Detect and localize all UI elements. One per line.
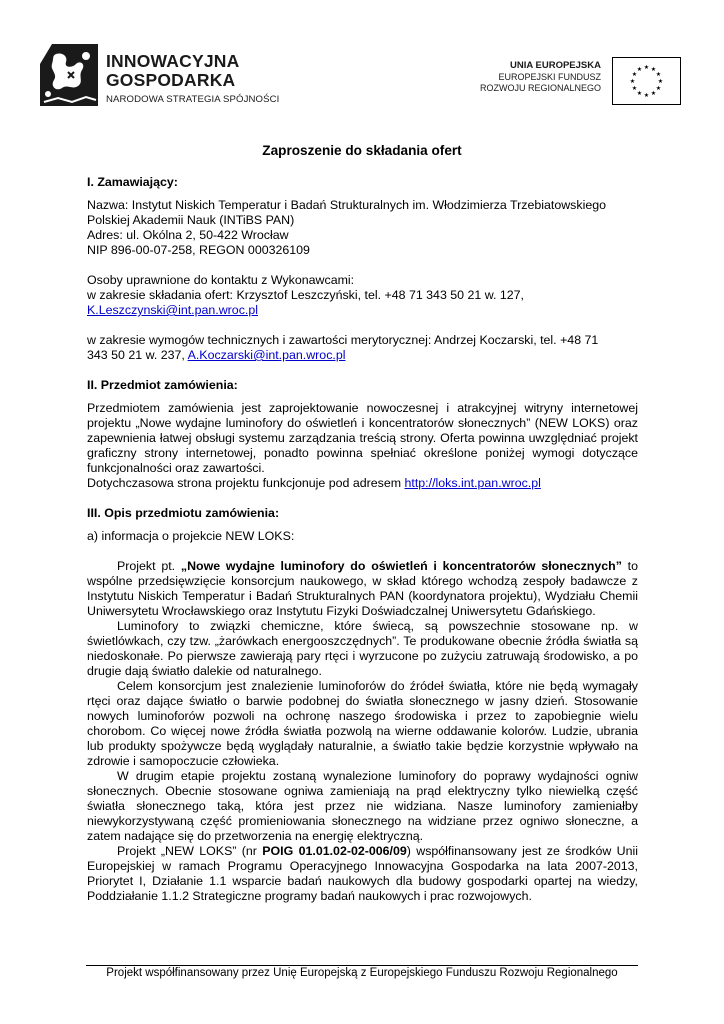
- innowacyjna-gospodarka-logo: [38, 42, 288, 112]
- footer-divider: [86, 965, 638, 966]
- svg-text:★: ★: [643, 64, 650, 71]
- svg-text:★: ★: [636, 90, 643, 97]
- orderer-name-line2: Polskiej Akademii Nauk (INTiBS PAN): [87, 213, 295, 227]
- orderer-address: Adres: ul. Okólna 2, 50-422 Wrocław: [87, 228, 289, 242]
- svg-text:★: ★: [650, 66, 657, 73]
- contact2-line2: 343 50 21 w. 237,: [87, 348, 188, 362]
- p5-project-number: POIG 01.01.02-02-006/09: [262, 844, 407, 858]
- logo-line2: GOSPODARKA: [106, 70, 236, 90]
- svg-text:★: ★: [650, 90, 657, 97]
- p5-rest: ) współfinansowany jest ze środków Unii Europejskiej w ramach Programu Operacyjnego Innowacyjna Gospodarka na lata 2007-2013, Priorytet I, Działanie 1.1 wsparcie badań naukowych dla budowy gospodarki opartej na wiedzy, Poddziałanie 1.1.2 Strategiczne programy badań naukowych i prac rozwojowych.: [87, 844, 639, 903]
- document-title: Zaproszenie do składania ofert: [262, 143, 462, 158]
- current-site-link[interactable]: http://loks.int.pan.wroc.pl: [404, 476, 541, 490]
- logo-subtitle: NARODOWA STRATEGIA SPÓJNOŚCI: [106, 94, 280, 105]
- eu-line3: ROZWOJU REGIONALNEGO: [479, 83, 601, 93]
- svg-text:★: ★: [655, 71, 662, 78]
- contacts-intro: Osoby uprawnione do kontaktu z Wykonawcami:: [87, 273, 355, 287]
- project-paragraph-1: [87, 559, 638, 619]
- svg-text:★: ★: [631, 85, 638, 92]
- section3-sub-a: a) informacja o projekcie NEW LOKS:: [87, 529, 295, 543]
- svg-text:★: ★: [636, 66, 643, 73]
- eu-line1: UNIA EUROPEJSKA: [510, 60, 601, 71]
- eu-line2: EUROPEJSKI FUNDUSZ: [498, 71, 601, 82]
- svg-text:★: ★: [657, 78, 664, 85]
- section2-heading: II. Przedmiot zamówienia:: [87, 378, 238, 392]
- section1-heading: I. Zamawiający:: [87, 175, 178, 189]
- current-site-text: Dotychczasowa strona projektu funkcjonuje pod adresem: [87, 476, 405, 490]
- contact2-line1: w zakresie wymogów technicznych i zawartości merytorycznej: Andrzej Koczarski, tel. +48 71: [87, 333, 599, 347]
- contact1-line: w zakresie składania ofert: Krzysztof Leszczyński, tel. +48 71 343 50 21 w. 127,: [87, 288, 524, 302]
- svg-text:★: ★: [631, 71, 638, 78]
- logo-title: [106, 52, 239, 90]
- svg-text:★: ★: [655, 85, 662, 92]
- svg-text:★: ★: [629, 78, 636, 85]
- orderer-nip: NIP 896-00-07-258, REGON 000326109: [87, 243, 310, 257]
- project-paragraph-4: W drugim etapie projektu zostaną wynalezione luminofory do poprawy wydajności ogniw słonecznych. Obecnie stosowane ogniwa zamieniają na prąd elektryczny tylko niewielką część światła słonecznego taką, która jest przez nie widziana. Nasze luminofory zamieniałby niewykorzystywaną część promieniowania słonecznego na widziane przez ogniwo słoneczne, a zatem nadające się do przetworzenia na energię elektryczną.: [87, 769, 638, 843]
- footer-text: Projekt współfinansowany przez Unię Europejską z Europejskiego Funduszu Rozwoju Regionalnego: [106, 967, 618, 979]
- orderer-name-line1: Nazwa: Instytut Niskich Temperatur i Badań Strukturalnych im. Włodzimierza Trzebiatowskiego: [87, 198, 606, 212]
- p1-project-title: „Nowe wydajne luminofory do oświetleń i koncentratorów słonecznych”: [180, 559, 622, 573]
- contact1-email-link[interactable]: K.Leszczynski@int.pan.wroc.pl: [87, 303, 258, 317]
- project-paragraph-3: Celem konsorcjum jest znalezienie luminoforów do źródeł światła, które nie będą wymagały rtęci oraz dające światło o barwie podobnej do światła słonecznego w jasny dzień. Stosowanie nowych luminoforów pozwoli na ochronę naszego środowiska i przez to zapobiegnie wielu chorobom. Co więcej nowe źródła światła pozwolą na wierne oddawanie kolorów. Ludzie, ubrania lub produkty spożywcze będą wyglądały naturalnie, a światło takie będzie korzystnie wpływało na zdrowie i samopoczucie człowieka.: [87, 679, 638, 768]
- section2-paragraph: Przedmiotem zamówienia jest zaprojektowanie nowoczesnej i atrakcyjnej witryny internetowej projektu „Nowe wydajne luminofory do oświetleń i koncentratorów słonecznych” (NEW LOKS) oraz zapewnienia łatwej obsługi systemu zarządzania treścią strony. Oferta powinna uwzględniać projekt graficzny strony internetowej, ponadto powinna spełniać określone poniżej wymogi dotyczące funkcjonalności oraz zawartości.: [87, 401, 638, 475]
- p1-prefix: Projekt pt.: [117, 559, 181, 573]
- logo-mark-icon: [38, 42, 100, 108]
- eu-fund-label: [480, 60, 601, 95]
- logo-line1: INNOWACYJNA: [106, 51, 240, 71]
- project-paragraph-5: [87, 844, 638, 904]
- svg-text:★: ★: [643, 92, 650, 99]
- document-body: [87, 175, 638, 904]
- p1-rest: to wspólne przedsięwzięcie konsorcjum naukowego, w skład którego wchodzą zespoły badawcze z Instytutu Niskich Temperatur i Badań Strukturalnych PAN (koordynatora projektu), Wydziału Chemii Uniwersytetu Wrocławskiego oraz Instytutu Fizyki Doświadczalnej Uniwersytetu Gdańskiego.: [87, 559, 639, 618]
- project-paragraph-2: Luminofory to związki chemiczne, które świecą, są powszechnie stosowane np. w świetlówkach, czy tzw. „żarówkach energooszczędnych”. Te produkowane obecnie źródła światła są niedoskonałe. Po pierwsze zawierają pary rtęci i wyrzucone po zużyciu zatruwają środowisko, a po drugie dają światło dalekie od naturalnego.: [87, 619, 638, 678]
- contact2-email-link[interactable]: A.Koczarski@int.pan.wroc.pl: [187, 348, 346, 362]
- eu-flag: [612, 57, 681, 105]
- p5-prefix: Projekt „NEW LOKS” (nr: [117, 844, 263, 858]
- eu-stars-icon: [613, 58, 680, 104]
- section3-heading: III. Opis przedmiotu zamówienia:: [87, 506, 280, 520]
